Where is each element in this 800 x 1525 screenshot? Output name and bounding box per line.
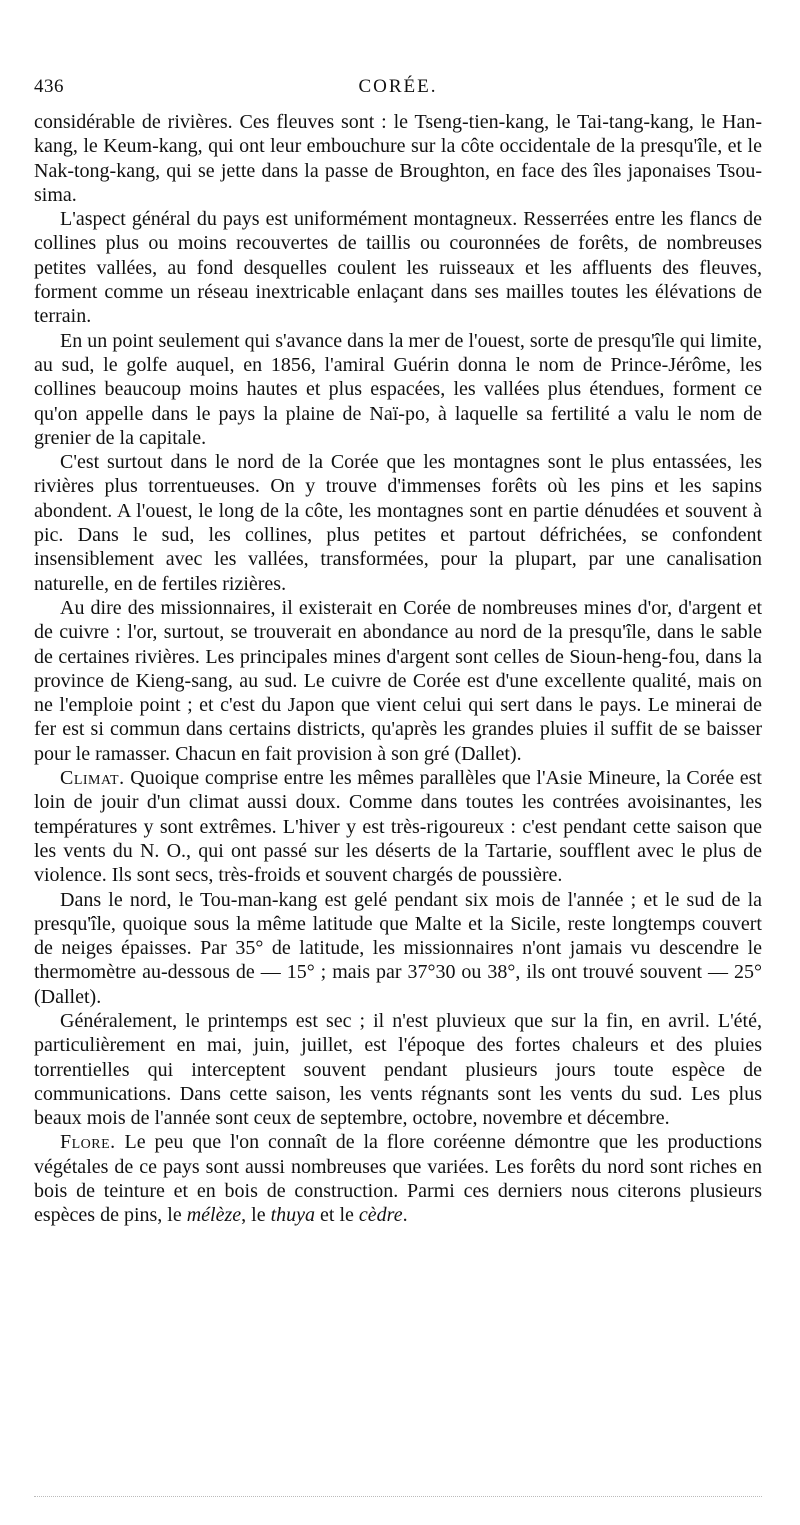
body-text bbox=[34, 110, 762, 1228]
paragraph: Au dire des missionnaires, il existerait en Corée de nombreuses mines d'or, d'argent et de cuivre : l'or, surtout, se trouverait en abondance au nord de la presqu'île, dans le sable de certaines rivières. Les principales mines d'argent sont celles de Sioun-heng-fou, dans la province de Kieng-sang, au sud. Le cuivre de Corée est d'une excellente qualité, mais on ne l'emploie point ; et c'est du Japon que vient celui qui sert dans le pays. Le minerai de fer est si commun dans certains districts, qu'après les grandes pluies il suffit de se baisser pour le ramasser. Chacun en fait provision à son gré (Dallet). bbox=[34, 596, 762, 765]
paragraph-climat bbox=[34, 766, 762, 887]
paragraph: Généralement, le printemps est sec ; il n'est pluvieux que sur la fin, en avril. L'été, particulièrement en mai, juin, juillet, est l'époque des fortes chaleurs et des pluies torrentielles qui interceptent souvent pendant plusieurs jours toute espèce de communications. Dans cette saison, les vents régnants sont les vents du sud. Les plus beaux mois de l'année sont ceux de septembre, octobre, novembre et décembre. bbox=[34, 1009, 762, 1130]
section-label-flore: Flore. bbox=[60, 1131, 116, 1154]
paragraph: considérable de rivières. Ces fleuves sont : le Tseng-tien-kang, le Tai-tang-kang, le Han-kang, le Keum-kang, qui ont leur embouchure sur la côte occidentale de la presqu'île, et le Nak-tong-kang, qui se jette dans la passe de Broughton, en face des îles japonaises Tsou-sima. bbox=[34, 111, 762, 206]
paragraph: En un point seulement qui s'avance dans la mer de l'ouest, sorte de presqu'île qui limite, au sud, le golfe auquel, en 1856, l'amiral Guérin donna le nom de Prince-Jérôme, les collines beaucoup moins hautes et plus espacées, les vallées plus étendues, forment ce qu'on appelle dans le pays la plaine de Naï-po, à laquelle sa fertilité a valu le nom de grenier de la capitale. bbox=[34, 329, 762, 449]
paragraph-flore bbox=[34, 1130, 762, 1227]
page-header bbox=[34, 76, 762, 102]
paragraph-text: . bbox=[402, 1204, 408, 1227]
italic-term: thuya bbox=[270, 1204, 316, 1227]
paragraph: L'aspect général du pays est uniformément montagneux. Resserrées entre les flancs de collines plus ou moins recouvertes de taillis ou couronnées de forêts, de nombreuses petites vallées, au fond desquelles coulent les ruisseaux et les affluents des fleuves, forment comme un réseau inextricable enlaçant dans ses mailles toutes les élévations de terrain. bbox=[34, 208, 762, 328]
paragraph: C'est surtout dans le nord de la Corée que les montagnes sont le plus entassées, les rivières plus torrentueuses. On y trouve d'immenses forêts où les pins et les sapins abondent. A l'ouest, le long de la côte, les montagnes sont en partie dénudées et souvent à pic. Dans le sud, les collines, plus petites et partout défrichées, se confondent insensiblement avec les vallées, transformées, pour la plupart, par une canalisation naturelle, en de fertiles rizières. bbox=[34, 451, 762, 595]
italic-term: mélèze bbox=[186, 1204, 242, 1227]
paragraph: Dans le nord, le Tou-man-kang est gelé pendant six mois de l'année ; et le sud de la presqu'île, quoique sous la même latitude que Malte et la Sicile, reste longtemps couvert de neiges épaisses. Par 35° de latitude, les missionnaires n'ont jamais vu descendre le thermomètre au-dessous de — 15° ; mais par 37°30 ou 38°, ils ont trouvé souvent — 25° (Dallet). bbox=[34, 888, 762, 1008]
italic-term: cèdre bbox=[358, 1204, 403, 1227]
paragraph-text: , le bbox=[241, 1204, 266, 1227]
running-head: CORÉE. bbox=[358, 76, 438, 97]
section-label-climat: Climat. bbox=[60, 767, 125, 790]
paragraph-text: Quoique comprise entre les mêmes parallèles que l'Asie Mineure, la Corée est loin de jouir d'un climat aussi doux. Comme dans toutes les contrées avoisinantes, les températures y sont extrêmes. L'hiver y est très-rigoureux : c'est pendant cette saison que les vents du N. O., qui ont passé sur les déserts de la Tartarie, soufflent avec le plus de violence. Ils sont secs, très-froids et souvent chargés de poussière. bbox=[34, 767, 762, 887]
page-number: 436 bbox=[34, 76, 64, 97]
paragraph-text: Le peu que l'on connaît de la flore coréenne démontre que les productions végétales de ce pays sont aussi nombreuses que variées. Les forêts du nord sont riches en bois de teinture et en bois de construction. Parmi ces derniers nous citerons plusieurs espèces de pins, le bbox=[34, 1131, 762, 1227]
paragraph-text: et le bbox=[320, 1204, 354, 1227]
footer-rule bbox=[34, 1496, 762, 1497]
